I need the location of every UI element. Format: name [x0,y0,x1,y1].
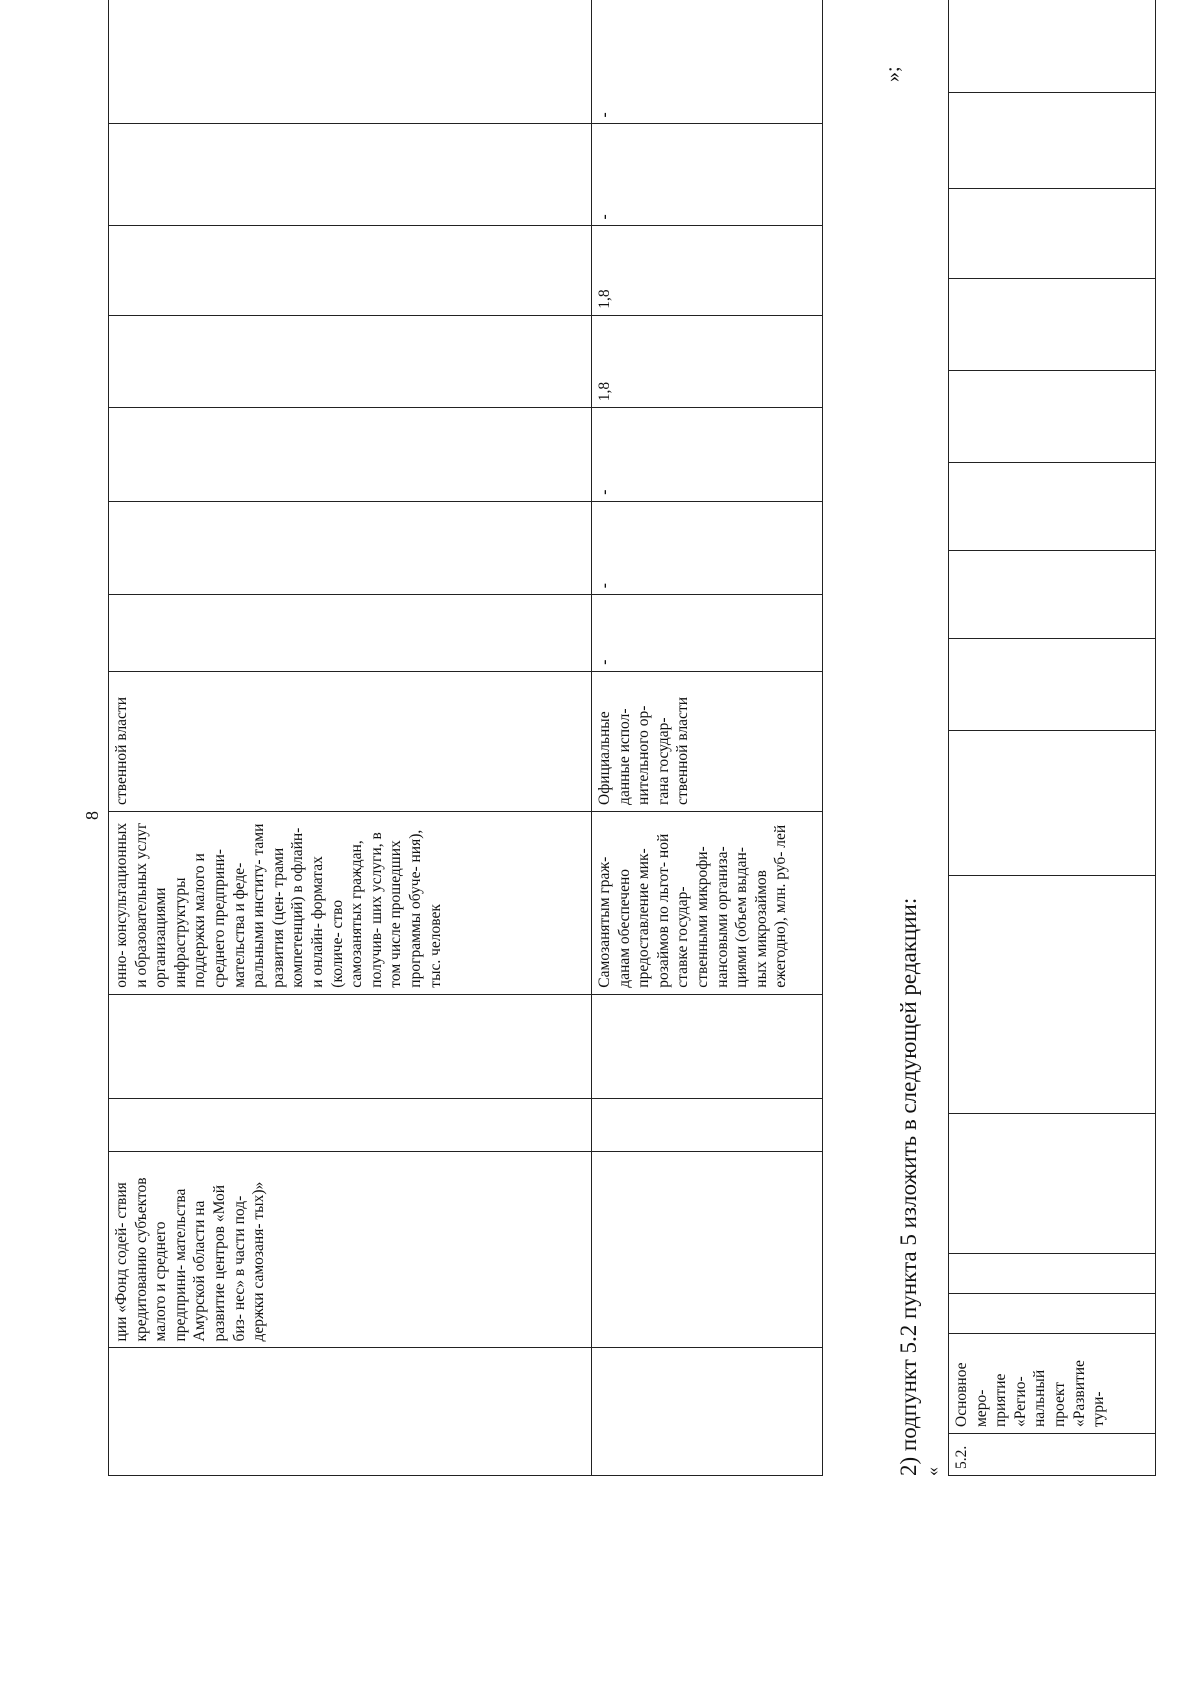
table-cell [949,279,1156,371]
table-cell [949,189,1156,279]
table-cell [109,1348,592,1476]
table-cell [592,1348,823,1476]
table-cell [949,1254,1156,1294]
item-number-cell: 5.2. [949,1434,1156,1476]
table-cell [109,124,592,226]
opening-quote-mark: « [922,1467,942,1476]
value-cell: 1,8 [592,226,823,315]
table-cell [949,551,1156,639]
table-cell [949,371,1156,463]
indicator-cell: онно- консультационных и образовательных услуг организациями инфраструктуры поддержки малого и среднего предприни- мательства и феде- ральными институ- тами развития (цен- трами компетенций) в офлайн- и онлайн- форматах (количе- ство самозанятых граждан, получив- ших услуги, в том числе прошедших программы обуче- ния), тыс. человек [109,811,592,994]
table-cell [109,994,592,1098]
activity-name-cell: ции «Фонд содей- ствия кредитованию субъектов малого и среднего предприни- мательства Амурской области на развитие центров «Мой биз- нес» в части под- держки самозаня- тых)» [109,1151,592,1348]
table-cell [949,1294,1156,1334]
table-row [109,0,592,1476]
closing-quote-mark: »; [882,66,904,82]
table-cell [109,501,592,595]
table-cell [109,595,592,672]
table-cell [109,315,592,407]
table-row [949,0,1156,1476]
source-cell: ственной власти [109,671,592,811]
value-cell: - [592,0,823,124]
table-cell [949,876,1156,1114]
table-cell [592,1098,823,1151]
indicator-cell: Самозанятым граж- данам обеспечено предоставление мик- розаймов по льгот- ной ставке государ- ственными микрофи- нансовыми организа- циями (объем выдан- ных микрозаймов ежегодно), млн. руб- лей [592,811,823,994]
indicators-table [108,0,823,1476]
value-cell: 1,8 [592,315,823,407]
value-cell: - [592,124,823,226]
value-cell: - [592,408,823,502]
table-cell [592,1151,823,1348]
table-cell [949,0,1156,93]
page-number: 8 [82,811,102,820]
table-row [592,0,823,1476]
table-cell [949,93,1156,189]
table-cell [949,639,1156,731]
table-cell [109,0,592,124]
table-cell [592,994,823,1098]
table-cell [109,408,592,502]
table-cell [109,1098,592,1151]
value-cell: - [592,595,823,672]
value-cell: - [592,501,823,595]
activity-name-cell: Основное меро- приятие «Регио- нальный проект «Развитие тури- [949,1334,1156,1434]
source-cell: Официальные данные испол- нительного ор- гана государ- ственной власти [592,671,823,811]
table-cell [949,1114,1156,1254]
table-cell [109,226,592,315]
table-cell [949,731,1156,876]
amendment-text: 2) подпункт 5.2 пункта 5 изложить в следующей редакции: [896,897,921,1476]
new-edition-table [948,0,1156,1476]
table-cell [949,463,1156,551]
